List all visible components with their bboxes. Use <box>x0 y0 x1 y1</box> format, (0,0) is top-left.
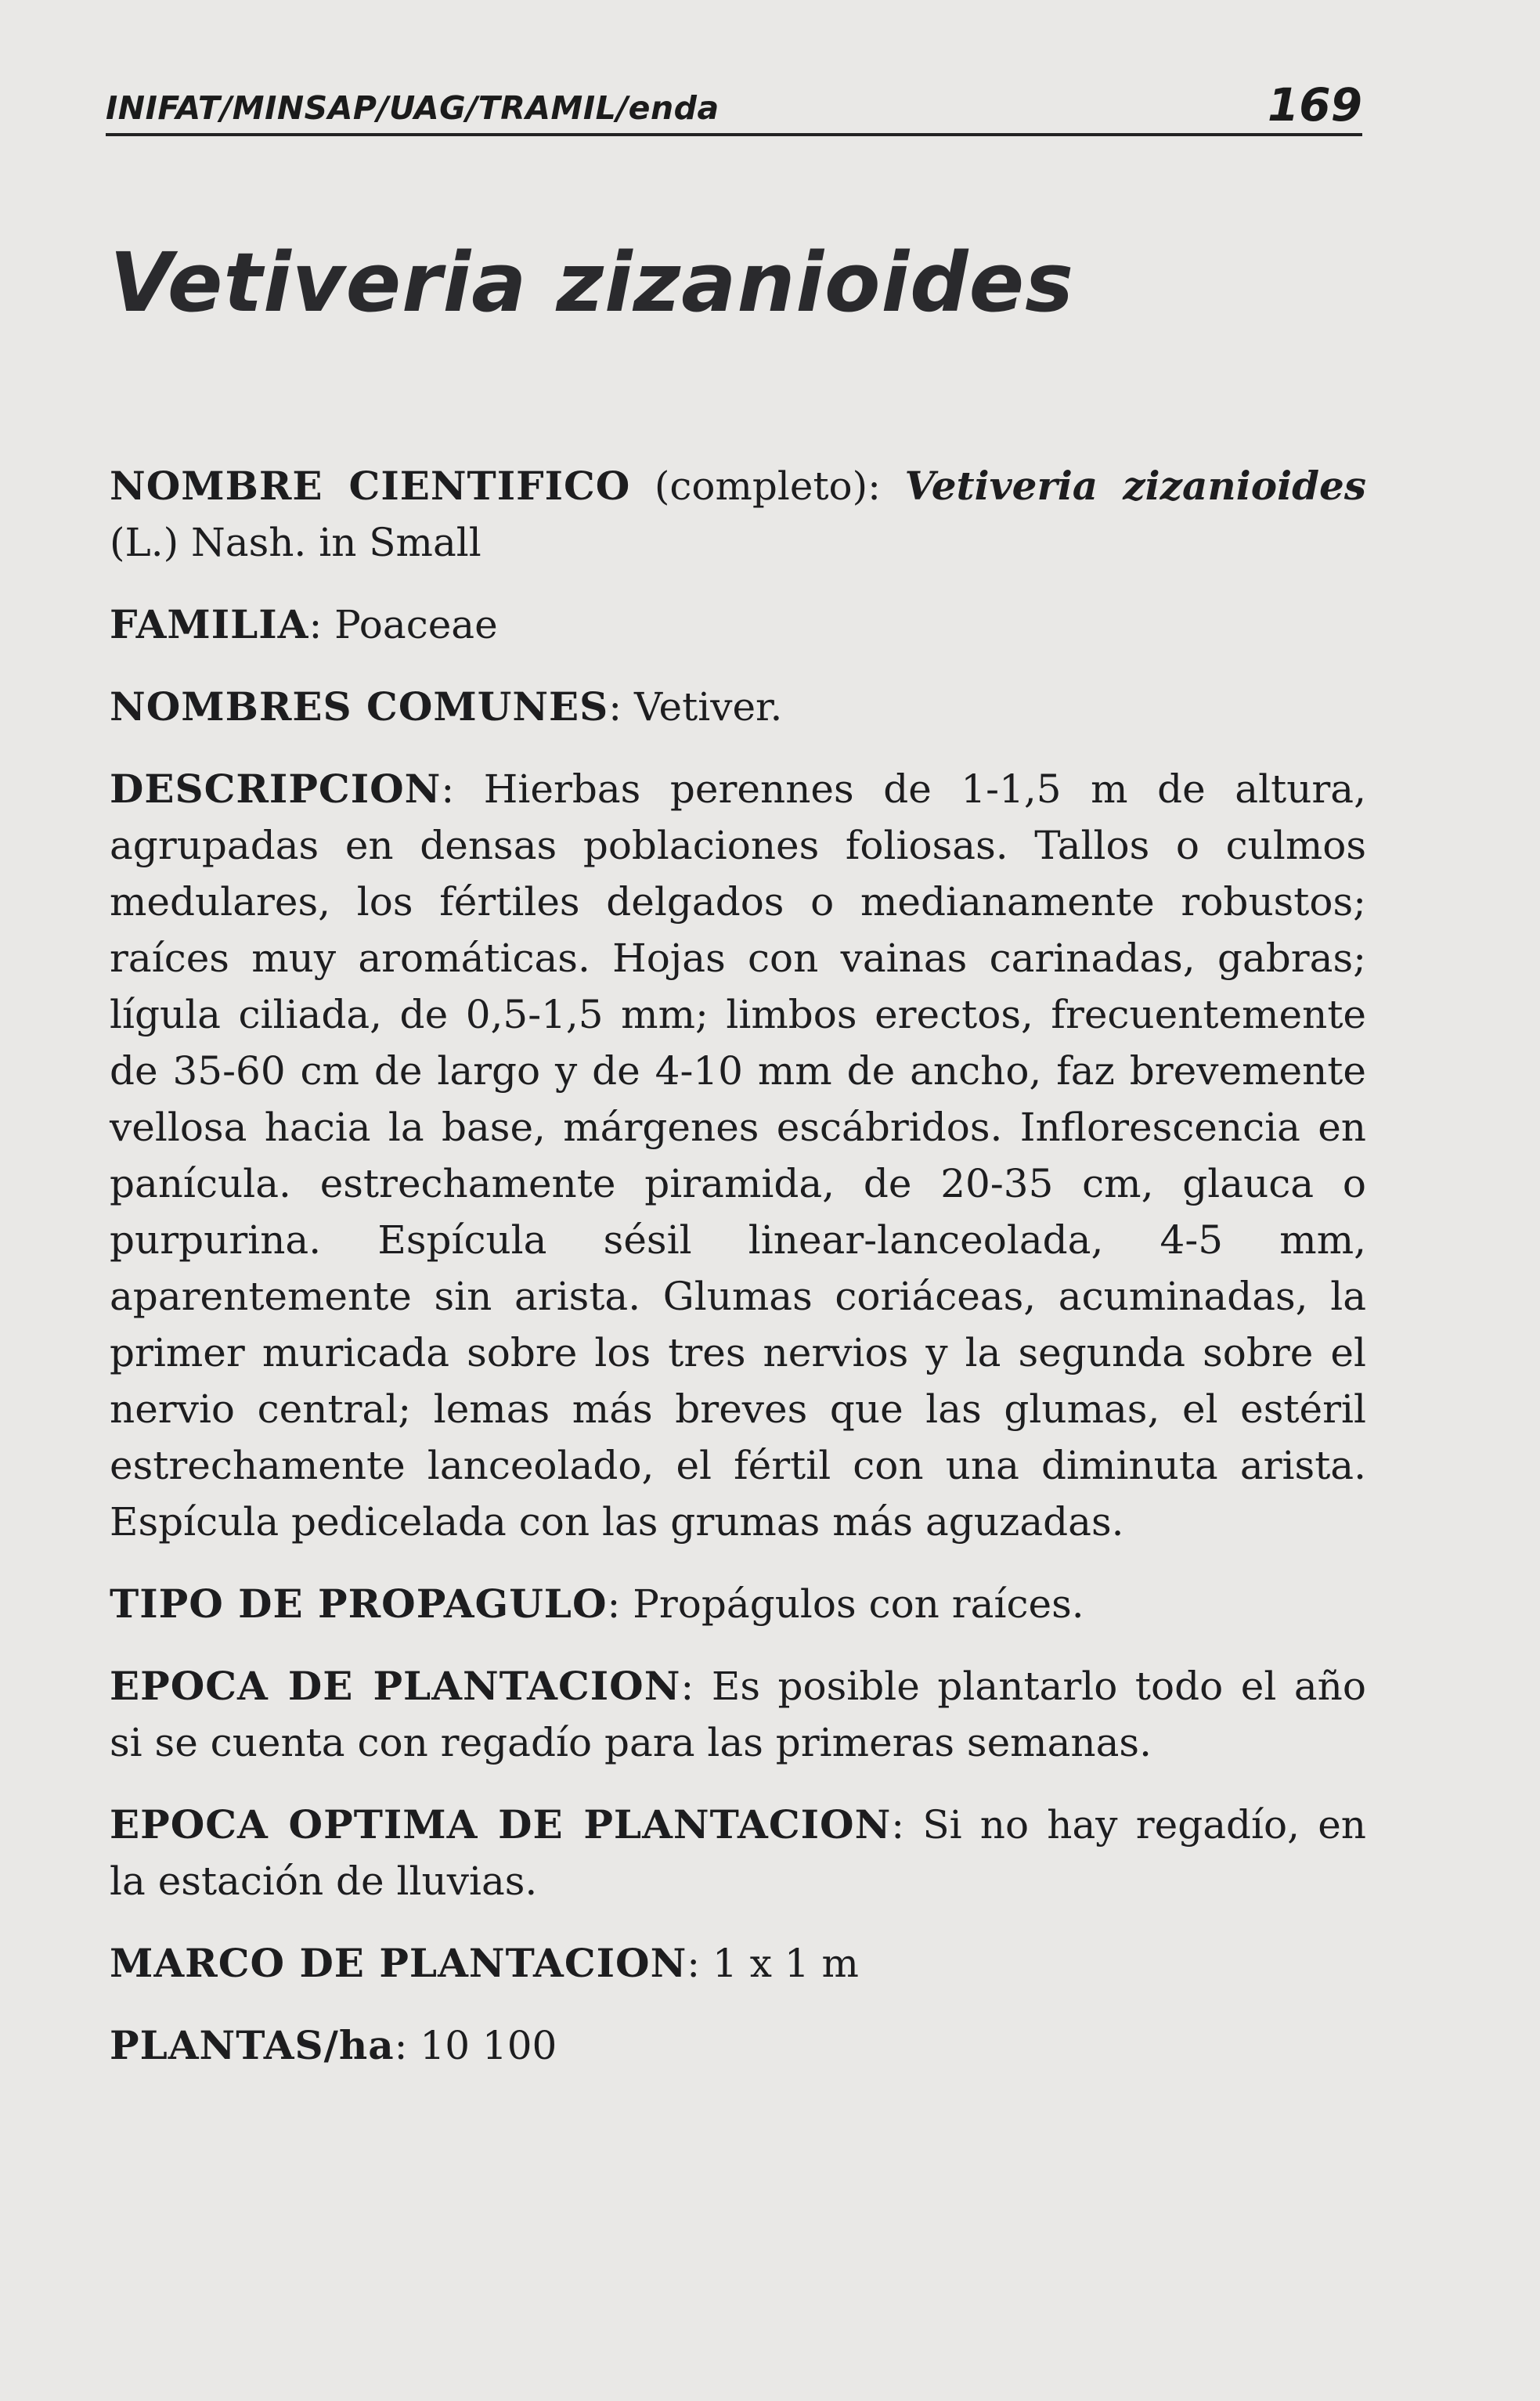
header-source: INIFAT/MINSAP/UAG/TRAMIL/enda <box>106 89 720 127</box>
field-value: : Poaceae <box>308 602 498 647</box>
field-label: NOMBRES COMUNES <box>110 683 609 730</box>
field-label: MARCO DE PLANTACION <box>110 1940 687 1986</box>
field-familia <box>110 597 1366 653</box>
field-label: NOMBRE CIENTIFICO <box>110 463 631 509</box>
field-nombres-comunes <box>110 679 1366 735</box>
field-value: : Es posible plantarlo todo el año si se cuenta con regadío para las primeras semanas. <box>110 1664 1366 1765</box>
species-record <box>110 458 1366 2100</box>
field-label: EPOCA DE PLANTACION <box>110 1663 681 1709</box>
page-number: 169 <box>1267 78 1362 132</box>
field-label: DESCRIPCION <box>110 766 442 812</box>
field-label: FAMILIA <box>110 601 309 647</box>
field-qualifier: (completo): <box>630 463 905 509</box>
field-descripcion <box>110 761 1366 1550</box>
field-value: : Vetiver. <box>608 684 783 730</box>
field-label: EPOCA OPTIMA DE PLANTACION <box>110 1801 892 1848</box>
field-epoca-plantacion <box>110 1658 1366 1771</box>
field-value: : Propágulos con raíces. <box>607 1581 1084 1627</box>
species-title: Vetiveria zizanioides <box>110 235 1075 330</box>
field-plantas-ha <box>110 2017 1366 2074</box>
scientific-name: Vetiveria zizanioides <box>904 463 1366 509</box>
name-authority: (L.) Nash. in Small <box>110 520 481 565</box>
running-header <box>106 61 1362 136</box>
field-value: : 1 x 1 m <box>687 1941 859 1986</box>
field-tipo-propagulo <box>110 1576 1366 1632</box>
field-label: TIPO DE PROPAGULO <box>110 1581 608 1627</box>
field-value: : Si no hay regadío, en la estación de lluvias. <box>110 1802 1367 1904</box>
field-value: : 10 100 <box>394 2023 557 2068</box>
field-value: : Hierbas perennes de 1-1,5 m de altura, agrupadas en densas poblaciones foliosas. Tallos o culmos medulares, los fértiles delgados o medianamente robustos; raíces muy aromáticas. Hojas con vainas carinadas, gabras; lígula ciliada, de 0,5-1,5 mm; limbos erectos, frecuentemente de 35-60 cm de largo y de 4-10 mm de ancho, faz brevemente vellosa hacia la base, márgenes escábridos. Inflorescencia en panícula. estrechamente piramida, de 20-35 cm, glauca o purpurina. Espícula sésil linear-lanceolada, 4-5 mm, aparentemente sin arista. Glumas coriáceas, acuminadas, la primer muricada sobre los tres nervios y la segunda sobre el nervio central; lemas más breves que las glumas, el estéril estrechamente lanceolado, el fértil con una diminuta arista. Espícula pedicelada con las grumas más aguzadas. <box>110 766 1366 1545</box>
field-epoca-optima <box>110 1797 1366 1909</box>
field-marco-plantacion <box>110 1935 1366 1992</box>
field-nombre-cientifico <box>110 458 1366 571</box>
field-label: PLANTAS/ha <box>110 2022 395 2068</box>
